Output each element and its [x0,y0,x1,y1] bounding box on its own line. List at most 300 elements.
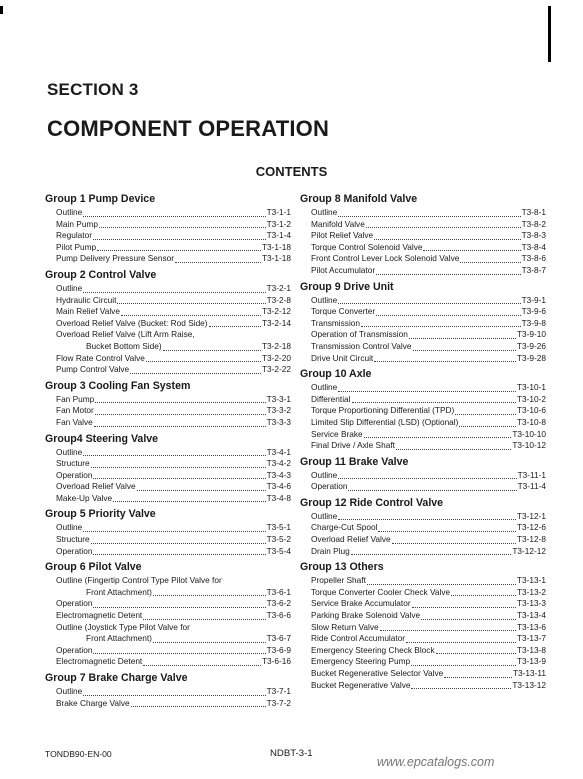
toc-entry[interactable] [45,219,291,231]
entry-label: Main Relief Valve [56,306,120,317]
entry-page: T3-13-3 [516,598,546,609]
entry-label: Outline [56,207,83,217]
entry-label: Emergency Steering Pump [311,656,411,667]
group-heading: Group 13 Others [300,561,384,574]
entry-page: T3-4-6 [266,481,291,492]
entry-label-continued: Front Attachment) [86,633,152,644]
entry-label: Pilot Pump [56,241,97,252]
toc-entry[interactable] [300,546,546,558]
toc-entry[interactable] [300,668,546,680]
entry-page: T3-13-6 [516,621,546,632]
toc-entry[interactable] [45,306,291,318]
entry-page: T3-9-28 [516,352,546,363]
dot-leader [99,227,266,228]
entry-label: Torque Converter [311,306,376,317]
toc-entry[interactable] [45,481,291,493]
dot-leader [392,543,516,544]
entry-page: T3-4-3 [266,469,291,480]
toc-entry-continued[interactable] [45,587,291,599]
entry-page: T3-6-7 [266,633,291,644]
toc-entry[interactable] [300,481,546,493]
entry-label: Operation [56,469,93,480]
entry-label: Outline (Fingertip Control Type Pilot Valve for [56,575,222,586]
toc-entry[interactable] [300,382,546,394]
entry-page: T3-8-3 [521,230,546,241]
toc-group [45,380,291,429]
dot-leader [411,688,511,689]
dot-leader [94,426,266,427]
toc-entry[interactable] [300,633,546,645]
entry-page: T3-4-1 [266,446,291,457]
entry-page: T3-13-9 [516,656,546,667]
toc-right-column [300,193,546,695]
dot-leader [83,216,265,217]
toc-group [300,281,546,365]
toc-entry[interactable] [300,622,546,634]
dot-leader [338,478,516,479]
entry-label: Ride Control Accumulator [311,633,406,644]
entry-label: Electromagnetic Detent [56,656,143,667]
dot-leader [338,519,516,520]
entry-page: T3-6-1 [266,586,291,597]
entry-page: T3-7-1 [266,686,291,696]
entry-label: Transmission [311,317,361,328]
entry-page: T3-3-2 [266,405,291,416]
toc-left-column [45,193,291,713]
entry-page: T3-11-1 [517,469,546,480]
entry-label-continued: Bucket Bottom Side) [86,340,162,351]
entry-page: T3-6-9 [266,644,291,655]
dot-leader [451,595,516,596]
toc-entry[interactable] [45,458,291,470]
group-heading: Group 12 Ride Control Valve [300,496,444,509]
entry-page: T3-11-4 [517,481,546,492]
entry-label: Outline [56,282,83,293]
toc-entry[interactable] [300,219,546,231]
dot-leader [411,665,516,666]
toc-entry[interactable] [45,295,291,307]
dot-leader [338,216,520,217]
dot-leader [376,274,520,275]
entry-page: T3-8-6 [521,253,546,264]
dot-leader [352,402,516,403]
toc-entry[interactable] [45,207,291,219]
dot-leader [376,315,520,316]
entry-label: Operation [311,481,348,492]
group-heading: Group 2 Control Valve [45,268,157,281]
entry-label: Pilot Accumulator [311,264,376,275]
dot-leader [455,414,516,415]
entry-page: T3-1-2 [266,218,291,229]
toc-entry[interactable] [300,253,546,265]
entry-page: T3-9-1 [521,294,546,305]
toc-entry[interactable] [300,329,546,341]
entry-label: Overload Relief Valve [311,534,391,545]
toc-entry[interactable] [300,522,546,534]
dot-leader [117,303,265,304]
dot-leader [137,490,266,491]
toc-group [45,269,291,376]
entry-page: T3-8-2 [521,218,546,229]
dot-leader [409,338,516,339]
toc-entry[interactable] [45,230,291,242]
toc-group [45,433,291,505]
group-heading: Group 10 Axle [300,368,372,381]
entry-label: Operation [56,644,93,655]
toc-entry[interactable] [300,645,546,657]
toc-entry[interactable] [300,318,546,330]
dot-leader [83,455,265,456]
group-heading: Group 3 Cooling Fan System [45,379,191,392]
entry-page: T3-4-8 [266,492,291,503]
entry-page: T3-10-10 [512,428,546,439]
entry-page: T3-13-12 [512,679,546,690]
entry-label: Transmission Control Valve [311,340,412,351]
toc-group [45,193,291,265]
entry-label: Bucket Regenerative Selector Valve [311,668,444,678]
entry-page: T3-5-2 [266,534,291,545]
entry-page: T3-2-22 [261,364,291,375]
entry-page: T3-7-2 [266,697,291,708]
dot-leader [121,315,261,316]
group-heading: Group 11 Brake Valve [300,455,409,468]
entry-page: T3-5-4 [266,545,291,556]
entry-page: T3-9-10 [516,329,546,340]
dot-leader [93,239,266,240]
entry-page: T3-12-8 [516,534,546,545]
dot-leader [459,426,516,427]
entry-label: Flow Rate Control Valve [56,352,145,363]
dot-leader [83,531,265,532]
toc-entry[interactable] [300,207,546,219]
entry-label: Brake Charge Valve [56,697,130,708]
entry-label: Drive Unit Circuit [311,352,374,363]
entry-page: T3-10-12 [512,440,546,451]
dot-leader [175,262,261,263]
toc-entry[interactable] [300,587,546,599]
dot-leader [366,227,521,228]
dot-leader [95,414,266,415]
entry-page: T3-6-6 [266,610,291,621]
toc-entry[interactable] [45,645,291,657]
toc-group [300,561,546,691]
toc-group [45,508,291,557]
entry-label: Structure [56,534,90,545]
entry-label: Fan Pump [56,393,95,404]
dot-leader [374,239,520,240]
toc-entry[interactable] [300,230,546,242]
entry-label: Pump Control Valve [56,364,130,375]
dot-leader [361,326,521,327]
toc-entry[interactable] [45,417,291,429]
entry-page: T3-10-6 [516,405,546,416]
toc-entry[interactable] [45,253,291,265]
toc-group [300,456,546,493]
section-label: SECTION 3 [47,80,139,99]
toc-group [45,561,291,668]
dot-leader [421,619,516,620]
toc-entry[interactable] [45,353,291,365]
entry-page: T3-8-4 [521,241,546,252]
entry-label: Overload Relief Valve [56,481,136,492]
dot-leader [367,584,516,585]
entry-page: T3-8-7 [521,264,546,275]
entry-page: T3-3-3 [266,416,291,427]
entry-label: Slow Return Valve [311,621,379,632]
toc-entry[interactable] [300,429,546,441]
toc-entry[interactable] [45,534,291,546]
toc-entry[interactable] [300,242,546,254]
entry-label: Drain Plug [311,545,350,556]
dot-leader [91,543,266,544]
entry-label: Overload Relief Valve (Lift Arm Raise, [56,329,195,340]
dot-leader [143,619,265,620]
entry-label: Outline [311,382,338,393]
entry-label: Outline [311,510,338,521]
entry-label: Service Brake Accumulator [311,598,411,609]
dot-leader [83,292,265,293]
entry-page: T3-1-1 [266,207,291,217]
dot-leader [91,467,266,468]
dot-leader [93,554,265,555]
toc-entry[interactable] [300,610,546,622]
entry-label: Outline [311,207,338,217]
group-heading: Group 6 Pilot Valve [45,561,142,574]
entry-label: Structure [56,458,90,469]
entry-page: T3-8-1 [521,207,546,217]
dot-leader [444,677,512,678]
dot-leader [380,630,516,631]
entry-page: T3-10-8 [516,416,546,427]
dot-leader [143,665,261,666]
top-rule-right [548,6,551,62]
toc-group [45,672,291,709]
entry-label: Front Control Lever Lock Solenoid Valve [311,253,460,264]
entry-page: T3-9-8 [521,317,546,328]
dot-leader [423,250,520,251]
toc-entry[interactable] [45,329,291,341]
entry-page: T3-13-4 [516,610,546,621]
entry-page: T3-6-2 [266,598,291,609]
dot-leader [113,501,265,502]
entry-label: Outline (Joystick Type Pilot Valve for [56,621,190,632]
entry-label: Emergency Steering Check Block [311,644,435,655]
toc-entry[interactable] [300,440,546,452]
watermark: www.epcatalogs.com [377,755,495,769]
dot-leader [93,653,265,654]
entry-page: T3-2-20 [261,352,291,363]
entry-label: Outline [56,686,83,696]
entry-page: T3-13-8 [516,644,546,655]
toc-entry[interactable] [45,318,291,330]
entry-page: T3-2-8 [266,294,291,305]
dot-leader [348,490,516,491]
dot-leader [378,531,516,532]
entry-page: T3-13-2 [516,586,546,597]
group-heading: Group4 Steering Valve [45,432,159,445]
entry-page: T3-12-6 [516,522,546,533]
entry-label: Differential [311,393,351,404]
entry-label: Service Brake [311,428,363,439]
entry-page: T3-9-6 [521,306,546,317]
toc-entry[interactable] [300,394,546,406]
toc-entry[interactable] [45,686,291,698]
toc-entry[interactable] [45,493,291,505]
toc-entry[interactable] [300,511,546,523]
entry-page: T3-12-12 [512,545,546,556]
toc-entry[interactable] [45,470,291,482]
entry-page: T3-3-1 [266,393,291,404]
entry-label: Torque Converter Cooler Check Valve [311,586,451,597]
entry-label: Charge-Cut Spool [311,522,378,533]
entry-label: Electromagnetic Detent [56,610,143,621]
entry-page: T3-2-1 [266,282,291,293]
toc-entry[interactable] [45,283,291,295]
group-heading: Group 9 Drive Unit [300,280,394,293]
toc-entry[interactable] [300,353,546,365]
top-rule-left [0,6,3,14]
toc-entry[interactable] [45,575,291,587]
entry-label: Outline [56,446,83,457]
toc-entry[interactable] [45,242,291,254]
toc-entry[interactable] [45,447,291,459]
dot-leader [163,350,261,351]
contents-heading: CONTENTS [255,164,328,179]
dot-leader [209,326,261,327]
toc-entry[interactable] [45,622,291,634]
entry-label: Regulator [56,230,92,241]
entry-label: Torque Proportioning Differential (TPD) [311,405,455,416]
dot-leader [374,361,516,362]
entry-label: Pump Delivery Pressure Sensor [56,253,175,264]
entry-label: Fan Motor [56,405,94,416]
toc-entry[interactable] [45,405,291,417]
entry-label: Main Pump [56,218,98,229]
entry-page: T3-13-7 [516,633,546,644]
toc-entry[interactable] [300,470,546,482]
dot-leader [338,391,516,392]
dot-leader [130,373,261,374]
entry-label: Operation of Transmission [311,329,408,340]
dot-leader [153,642,266,643]
entry-label: Operation [56,598,93,609]
entry-page: T3-5-1 [266,522,291,533]
dot-leader [460,262,520,263]
entry-label: Fan Valve [56,416,93,427]
entry-label: Make-Up Valve [56,492,113,503]
entry-label: Bucket Regenerative Valve [311,679,411,690]
entry-label: Outline [56,522,83,533]
entry-page: T3-2-18 [261,340,291,351]
entry-page: T3-1-18 [261,253,291,264]
toc-entry[interactable] [300,306,546,318]
entry-page: T3-1-4 [266,230,291,241]
entry-label: Propeller Shaft [311,575,366,586]
page-title: COMPONENT OPERATION [47,116,330,141]
entry-page: T3-10-1 [516,382,546,393]
dot-leader [95,402,265,403]
entry-label: Overload Relief Valve (Bucket: Rod Side) [56,317,208,328]
entry-label: Outline [311,469,338,480]
toc-entry[interactable] [300,656,546,668]
dot-leader [406,642,516,643]
entry-page: T3-1-18 [261,241,291,252]
footer-page-number: NDBT-3-1 [270,748,313,759]
entry-page: T3-6-16 [261,656,291,667]
toc-entry[interactable] [300,575,546,587]
toc-group [300,497,546,557]
entry-page: T3-13-11 [512,668,546,678]
dot-leader [93,607,265,608]
toc-entry[interactable] [45,610,291,622]
entry-label: Parking Brake Solenoid Valve [311,610,421,621]
entry-page: T3-2-14 [261,317,291,328]
group-heading: Group 8 Manifold Valve [300,193,418,205]
entry-page: T3-2-12 [261,306,291,317]
entry-label: Operation [56,545,93,556]
toc-entry[interactable] [45,546,291,558]
toc-entry[interactable] [300,341,546,353]
toc-entry[interactable] [45,656,291,668]
toc-entry[interactable] [300,417,546,429]
dot-leader [338,303,520,304]
entry-label: Outline [311,294,338,305]
dot-leader [412,607,516,608]
dot-leader [436,653,516,654]
group-heading: Group 7 Brake Charge Valve [45,672,188,684]
toc-entry[interactable] [300,265,546,277]
toc-entry[interactable] [300,405,546,417]
toc-entry[interactable] [45,364,291,376]
entry-page: T3-9-26 [516,340,546,351]
toc-entry[interactable] [45,698,291,710]
toc-entry[interactable] [300,680,546,692]
dot-leader [351,554,512,555]
dot-leader [131,706,266,707]
entry-page: T3-4-2 [266,458,291,469]
footer-doc-code: TONDB90-EN-00 [45,749,112,759]
dot-leader [153,595,266,596]
dot-leader [413,350,516,351]
toc-entry[interactable] [300,295,546,307]
dot-leader [146,361,261,362]
toc-entry-continued[interactable] [45,633,291,645]
entry-label: Manifold Valve [311,218,365,229]
entry-label-continued: Front Attachment) [86,586,152,597]
group-heading: Group 1 Pump Device [45,193,156,205]
toc-group [300,368,546,452]
dot-leader [83,695,265,696]
entry-page: T3-12-1 [516,510,546,521]
entry-label: Pilot Relief Valve [311,230,374,241]
toc-entry[interactable] [45,522,291,534]
toc-entry[interactable] [300,534,546,546]
toc-entry-continued[interactable] [45,341,291,353]
entry-page: T3-10-2 [516,393,546,404]
dot-leader [364,437,512,438]
entry-label: Torque Control Solenoid Valve [311,241,423,252]
toc-entry[interactable] [45,598,291,610]
toc-entry[interactable] [45,394,291,406]
entry-label: Limited Slip Differential (LSD) (Optional) [311,416,459,427]
entry-label: Final Drive / Axle Shaft [311,440,395,451]
toc-entry[interactable] [300,598,546,610]
dot-leader [396,449,511,450]
dot-leader [93,478,265,479]
entry-page: T3-13-1 [516,575,546,586]
toc-group [300,193,546,277]
dot-leader [97,250,261,251]
